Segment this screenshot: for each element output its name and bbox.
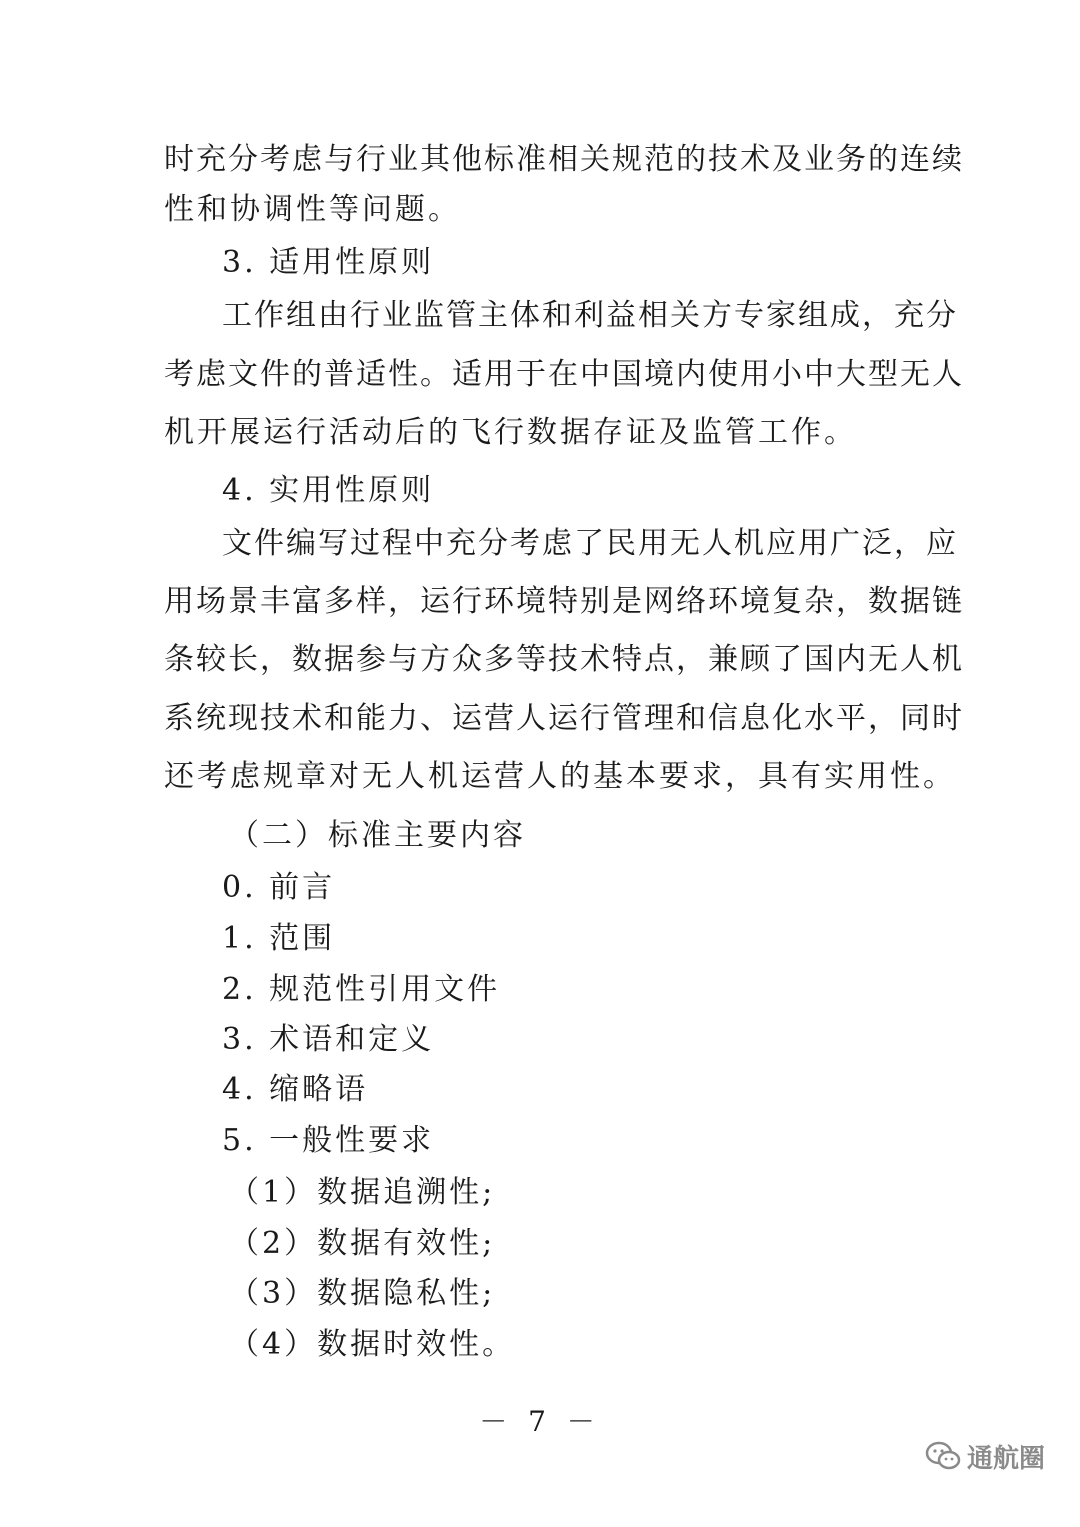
paragraph-line: 文件编写过程中充分考虑了民用无人机应用广泛，应 — [222, 526, 958, 561]
wechat-icon — [925, 1441, 961, 1471]
principle-heading-4: 4. 实用性原则 — [222, 473, 435, 508]
toc-item: 4. 缩略语 — [222, 1072, 369, 1107]
watermark — [925, 1436, 1045, 1476]
paragraph-line: 系统现技术和能力、运营人运行管理和信息化水平，同时 — [164, 701, 964, 736]
watermark-text: 通航圈 — [967, 1443, 1046, 1474]
requirement-item: （2）数据有效性; — [229, 1226, 496, 1261]
paragraph-line: 用场景丰富多样，运行环境特别是网络环境复杂，数据链 — [164, 584, 964, 619]
requirement-item: （3）数据隐私性; — [229, 1276, 496, 1311]
paragraph-line: 时充分考虑与行业其他标准相关规范的技术及业务的连续 — [164, 142, 964, 177]
page-number: － 7 － — [479, 1405, 601, 1438]
requirement-item: （4）数据时效性。 — [229, 1327, 516, 1362]
toc-item: 5. 一般性要求 — [222, 1123, 435, 1158]
requirement-item: （1）数据追溯性; — [229, 1175, 496, 1210]
principle-heading-3: 3. 适用性原则 — [222, 245, 435, 280]
paragraph-line: 机开展运行活动后的飞行数据存证及监管工作。 — [164, 415, 857, 450]
toc-item: 2. 规范性引用文件 — [222, 972, 501, 1007]
section-heading: （二）标准主要内容 — [229, 818, 526, 853]
paragraph-line: 还考虑规章对无人机运营人的基本要求，具有实用性。 — [164, 759, 956, 794]
paragraph-line: 考虑文件的普适性。适用于在中国境内使用小中大型无人 — [164, 357, 964, 392]
toc-item: 1. 范围 — [222, 921, 336, 956]
toc-item: 3. 术语和定义 — [222, 1022, 435, 1057]
paragraph-line: 工作组由行业监管主体和利益相关方专家组成，充分 — [222, 298, 958, 333]
paragraph-line: 条较长，数据参与方众多等技术特点，兼顾了国内无人机 — [164, 642, 964, 677]
toc-item: 0. 前言 — [222, 870, 336, 905]
paragraph-line: 性和协调性等问题。 — [164, 192, 461, 227]
